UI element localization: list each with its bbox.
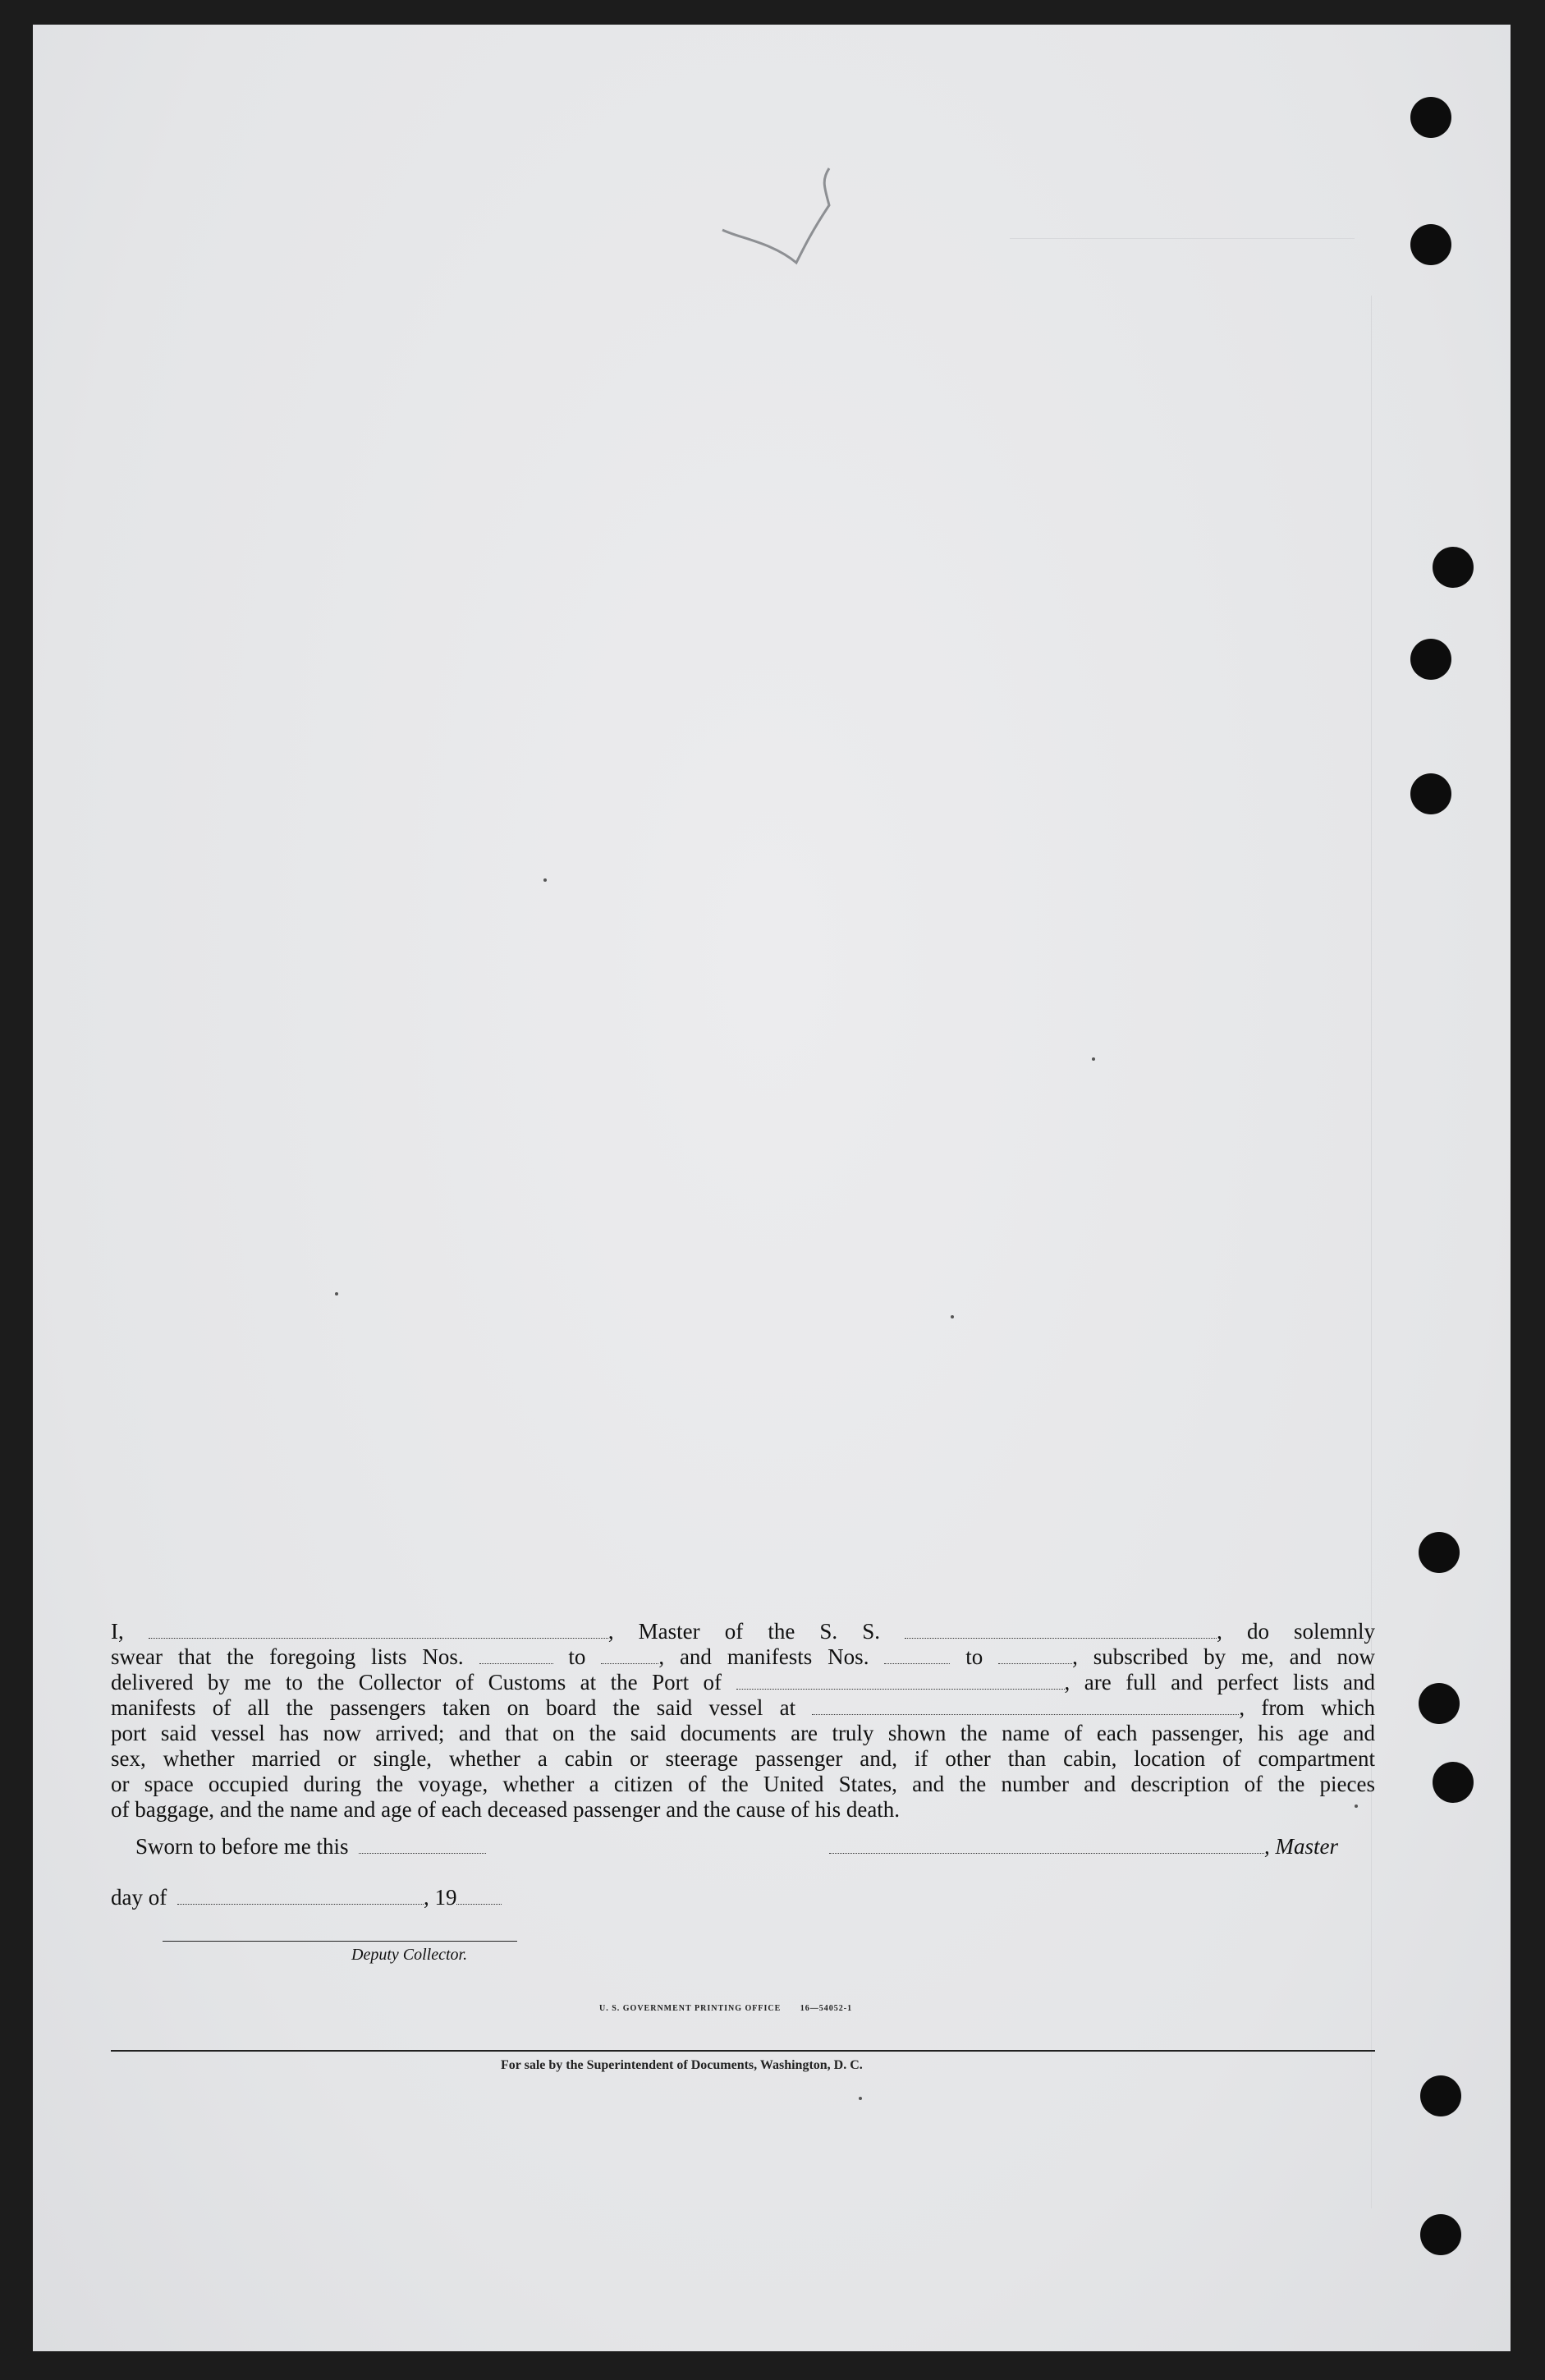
oath-text: , are full and perfect lists and <box>1064 1670 1375 1694</box>
punch-hole <box>1410 97 1451 138</box>
punch-hole <box>1410 773 1451 814</box>
sworn-day-blank <box>359 1852 486 1854</box>
departure-blank <box>812 1713 1239 1715</box>
oath-line <box>111 1644 1375 1670</box>
punch-hole <box>1419 1683 1460 1724</box>
punch-hole <box>1420 2214 1461 2255</box>
speck <box>543 878 547 882</box>
printing-office-line <box>599 2004 852 2013</box>
bleed-through-line <box>1010 238 1355 239</box>
punch-hole <box>1419 1532 1460 1573</box>
printing-office: U. S. GOVERNMENT PRINTING OFFICE <box>599 2004 782 2013</box>
punch-hole <box>1433 547 1474 588</box>
speck <box>859 2097 862 2100</box>
speck <box>951 1315 954 1318</box>
for-sale-text: For sale by the Superintendent of Documents, Washington, D. C. <box>501 2058 863 2072</box>
oath-text: manifests of all the passengers taken on board the said vessel at <box>111 1695 796 1720</box>
bleed-through-scribble <box>706 148 854 271</box>
oath-text: to <box>568 1644 586 1669</box>
oath-text: to <box>965 1644 983 1669</box>
oath-text: , do solemnly <box>1217 1619 1376 1644</box>
oath-line: or space occupied during the voyage, whether a citizen of the United States, and the number and description of the pieces <box>111 1772 1375 1796</box>
oath-line <box>111 1695 1375 1721</box>
punch-hole <box>1410 224 1451 265</box>
oath-text: , subscribed by me, and now <box>1072 1644 1376 1669</box>
punch-hole <box>1410 639 1451 680</box>
deputy-text: Deputy Collector. <box>351 1946 468 1964</box>
sworn-label: Sworn to before me this <box>135 1834 349 1859</box>
oath-line: sex, whether married or single, whether a cabin or steerage passenger and, if other than cabin, location of compartment <box>111 1746 1375 1771</box>
deputy-signature-rule <box>163 1941 517 1942</box>
oath-text: , and manifests Nos. <box>658 1644 869 1669</box>
day-of-label: day of <box>111 1885 167 1910</box>
oath-text: I, <box>111 1619 124 1644</box>
oath-text: , from which <box>1239 1695 1376 1720</box>
name-blank <box>149 1637 608 1639</box>
list-no-blank <box>601 1662 658 1664</box>
manifest-no-blank <box>998 1662 1072 1664</box>
day-of-line <box>111 1885 502 1910</box>
punch-hole <box>1420 2075 1461 2116</box>
manifest-no-blank <box>884 1662 950 1664</box>
year-label: , 19 <box>423 1885 457 1910</box>
speck <box>1092 1057 1095 1061</box>
master-signature-blank <box>829 1852 1264 1854</box>
document-page <box>33 25 1511 2351</box>
oath-line <box>111 1619 1375 1644</box>
day-of-blank <box>177 1903 424 1905</box>
oath-paragraph <box>111 1619 1375 1823</box>
for-sale-line <box>501 2058 863 2073</box>
oath-text: , Master of the S. S. <box>607 1619 881 1644</box>
oath-text: delivered by me to the Collector of Customs at the Port of <box>111 1670 722 1694</box>
vessel-blank <box>905 1637 1217 1639</box>
oath-line: port said vessel has now arrived; and that on the said documents are truly shown the name of each passenger, his age and <box>111 1721 1375 1745</box>
list-no-blank <box>479 1662 553 1664</box>
punch-hole <box>1433 1762 1474 1803</box>
bleed-through-line <box>1371 296 1372 2208</box>
sworn-line <box>135 1834 486 1860</box>
oath-line <box>111 1670 1375 1695</box>
oath-line: of baggage, and the name and age of each deceased passenger and the cause of his death. <box>111 1797 901 1822</box>
footer-rule <box>111 2050 1375 2052</box>
port-blank <box>736 1688 1065 1690</box>
oath-text: swear that the foregoing lists Nos. <box>111 1644 464 1669</box>
master-label: , Master <box>1264 1834 1338 1859</box>
form-number: 16—54052-1 <box>800 2004 853 2013</box>
deputy-collector-label <box>351 1946 467 1965</box>
master-signature-line <box>829 1834 1338 1860</box>
speck <box>335 1292 338 1295</box>
year-blank <box>456 1903 502 1905</box>
